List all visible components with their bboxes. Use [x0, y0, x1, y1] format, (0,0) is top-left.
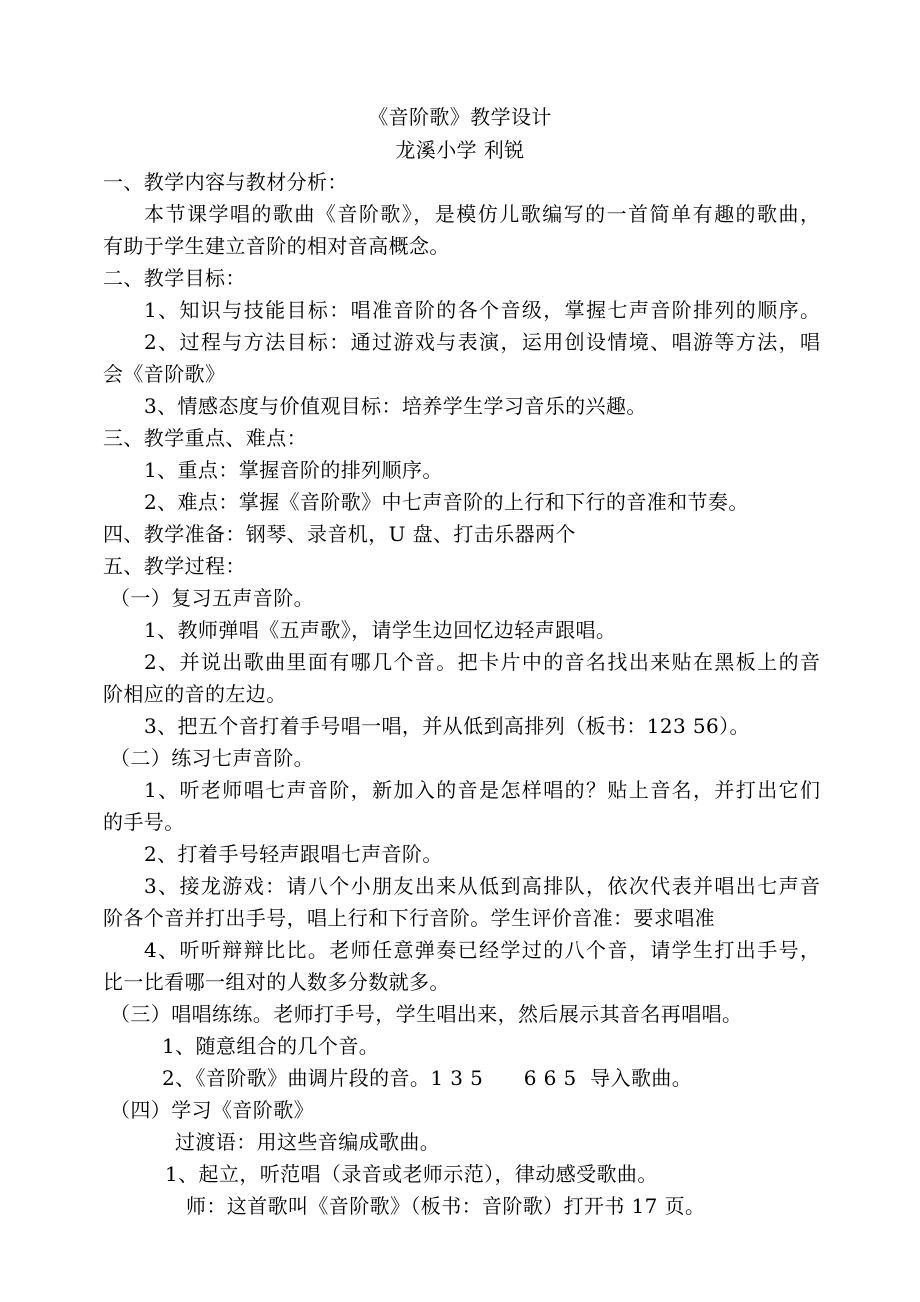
list-item-continuation: 阶各个音并打出手号，唱上行和下行音阶。学生评价音准：要求唱准 — [103, 906, 715, 930]
section-heading: 二、教学目标： — [103, 266, 246, 290]
list-item: 1、听老师唱七声音阶，新加入的音是怎样唱的？贴上音名，并打出它们 — [144, 778, 820, 802]
list-item-continuation: 比一比看哪一组对的人数多分数就多。 — [103, 970, 450, 994]
paragraph-line: 有助于学生建立音阶的相对音高概念。 — [103, 234, 450, 258]
list-item: 1、随意组合的几个音。 — [162, 1034, 380, 1058]
list-item: 4、听听辩辩比比。老师任意弹奏已经学过的八个音，请学生打出手号， — [144, 938, 820, 962]
paragraph-line: 过渡语：用这些音编成歌曲。 — [175, 1130, 441, 1154]
subsection-heading: （三）唱唱练练。老师打手号，学生唱出来，然后展示其音名再唱唱。 — [110, 1002, 743, 1026]
list-item-continuation: 阶相应的音的左边。 — [103, 682, 287, 706]
subsection-heading: （四）学习《音阶歌》 — [110, 1098, 314, 1122]
list-item: 2、并说出歌曲里面有哪几个音。把卡片中的音名找出来贴在黑板上的音 — [144, 650, 820, 674]
section-heading: 三、教学重点、难点： — [103, 426, 307, 450]
subsection-heading: （一）复习五声音阶。 — [110, 586, 314, 610]
list-item: 1、起立，听范唱（录音或老师示范），律动感受歌曲。 — [165, 1162, 658, 1186]
section-heading: 四、教学准备：钢琴、录音机，U 盘、打击乐器两个 — [103, 522, 576, 546]
list-item: 3、把五个音打着手号唱一唱，并从低到高排列（板书：123 56）。 — [144, 714, 750, 738]
section-heading: 五、教学过程： — [103, 554, 246, 578]
paragraph-line: 师：这首歌叫《音阶歌》（板书：音阶歌）打开书 17 页。 — [186, 1194, 706, 1218]
list-item: 1、教师弹唱《五声歌》，请学生边回忆边轻声跟唱。 — [144, 618, 617, 642]
list-item-continuation: 会《音阶歌》 — [103, 362, 226, 386]
section-heading: 一、教学内容与教材分析： — [103, 170, 348, 194]
list-item: 1、重点：掌握音阶的排列顺序。 — [144, 458, 443, 482]
list-item: 2、打着手号轻声跟唱七声音阶。 — [144, 842, 443, 866]
document-title: 《音阶歌》教学设计 — [368, 105, 552, 129]
list-item: 3、情感态度与价值观目标：培养学生学习音乐的兴趣。 — [144, 394, 647, 418]
document-author: 龙溪小学 利锐 — [395, 138, 525, 162]
list-item: 2、难点：掌握《音阶歌》中七声音阶的上行和下行的音准和节奏。 — [144, 490, 749, 514]
list-item: 2、《音阶歌》曲调片段的音。1 3 5 6 6 5 导入歌曲。 — [162, 1066, 693, 1090]
list-item: 2、过程与方法目标：通过游戏与表演，运用创设情境、唱游等方法，唱 — [144, 330, 820, 354]
list-item: 3、接龙游戏：请八个小朋友出来从低到高排队，依次代表并唱出七声音 — [144, 874, 820, 898]
subsection-heading: （二）练习七声音阶。 — [110, 746, 314, 770]
list-item-continuation: 的手号。 — [103, 810, 185, 834]
paragraph-line: 本节课学唱的歌曲《音阶歌》，是模仿儿歌编写的一首简单有趣的歌曲， — [144, 202, 820, 226]
list-item: 1、知识与技能目标：唱准音阶的各个音级，掌握七声音阶排列的顺序。 — [144, 298, 820, 322]
